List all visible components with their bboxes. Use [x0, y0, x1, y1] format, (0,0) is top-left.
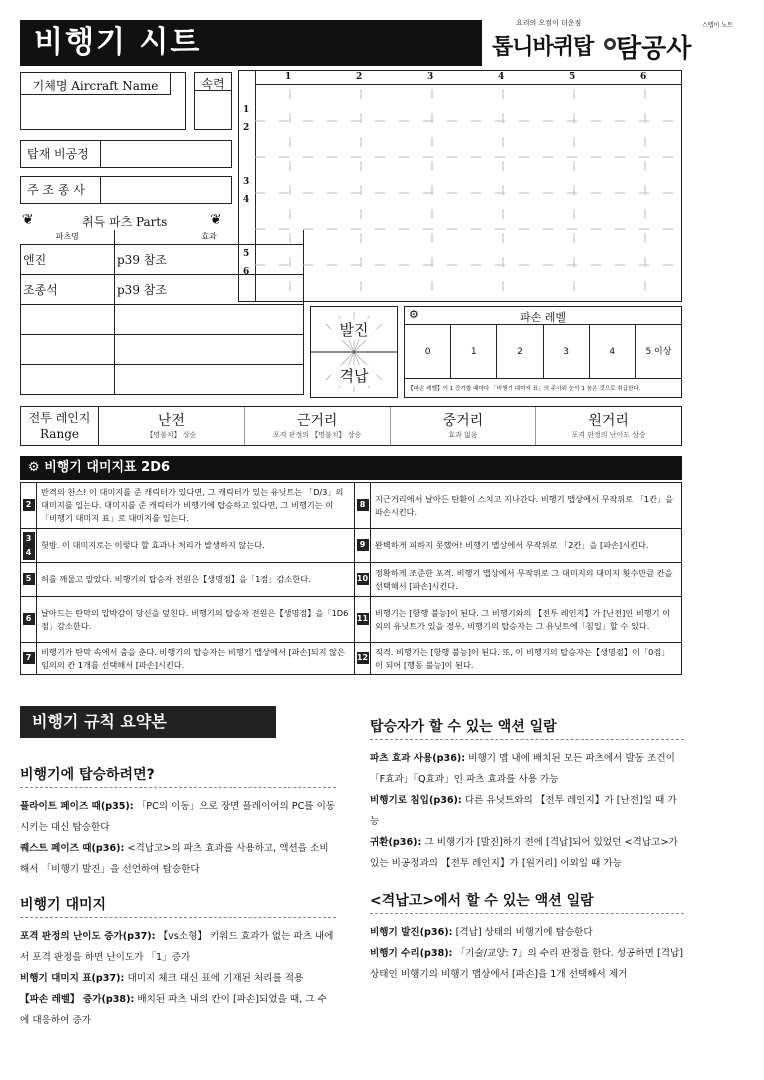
range-desc: 【명불치】 상승	[146, 431, 197, 439]
damage-result: 직격. 비행기는 [항행 불능]이 된다. 또, 이 비행기의 탑승자는【생명점】이「0점」이 되어 [행동 불능]이 된다.	[371, 643, 682, 675]
range-name: 원거리	[588, 413, 629, 429]
rule-text: 그 비행기가 [발진]하기 전에 [격납]되어 있었던 <격납고>가 있는 비공정과의 【전투 레인지】가 [원거리] 이외일 때 가능	[370, 837, 678, 869]
speed-field[interactable]	[194, 72, 232, 130]
damage-level-box	[404, 306, 682, 398]
boarded-airship-label: 탑재 비공정	[21, 141, 101, 167]
rule-text: 「기술/교양: 7」의 수리 판정을 한다. 성공하면 [격납] 상태인 비행기의 비행기 맵상에서 [파손]을 1개 선택해서 제거	[370, 948, 683, 980]
roll-number: 5	[23, 573, 35, 585]
roll-number: 8	[357, 499, 369, 511]
ornament-left-icon: ❦	[22, 212, 34, 228]
damage-result: 정확하게 조준한 포격. 비행기 맵상에서 무작위로 그 대미지의 대미지 횟수만큼 칸을 선택해서 [파손]시킨다.	[371, 563, 682, 597]
table-row[interactable]	[21, 304, 304, 334]
rule-text: 「PC의 이동」으로 장면 플레이어의 PC를 이동시키는 대신 탑승한다	[20, 801, 336, 833]
range-short[interactable]	[245, 407, 391, 445]
damage-result: 완벽하게 피하지 못했어! 비행기 맵상에서 무작위로 「2칸」을 [파손]시킨다.	[371, 529, 682, 563]
range-name: 난전	[157, 413, 185, 429]
rule-label: 퀘스트 페이즈 때(p36):	[20, 843, 125, 854]
map-row-3: 3	[243, 177, 250, 187]
rules-left-column	[20, 764, 336, 1031]
ornament-right-icon: ❦	[210, 212, 222, 228]
range-name: 근거리	[296, 413, 338, 429]
map-row-2: 2	[243, 123, 250, 133]
hangar-actions-heading: <격납고>에서 할 수 있는 액션 일람	[370, 890, 684, 914]
range-desc: 효과 없음	[448, 431, 478, 439]
crew-action-1	[370, 748, 684, 790]
damage-level-0[interactable]: 0	[405, 325, 451, 378]
part-effect[interactable]	[115, 304, 304, 334]
table-row[interactable]	[21, 364, 304, 394]
logo	[488, 16, 744, 68]
roll-number: 10	[356, 574, 369, 583]
hangar-action-2	[370, 943, 684, 985]
launch-label[interactable]: 발진	[331, 319, 377, 340]
damage-level-4[interactable]: 4	[590, 325, 636, 378]
damage-result: 비행기는 [항행 불능]이 된다. 그 비행기와의 【전투 레인지】가 [난전]인 비행기 이외의 유닛트가 있을 경우, 비행기의 탑승자는 그 유닛트에「침입」할 수 있다.	[371, 597, 682, 643]
damage-level-5-plus[interactable]: 5 이상	[645, 347, 672, 357]
parts-title: 취득 파츠 Parts	[82, 215, 168, 229]
map-row-1: 1	[243, 105, 250, 115]
gear-icon: ⚙	[28, 460, 40, 475]
damage-heading: 비행기 대미지	[20, 894, 336, 918]
damage-level-title: 파손 레벨	[519, 311, 566, 324]
roll-number: 2	[23, 499, 35, 511]
range-desc: 포격 판정의 난이도 상승	[571, 431, 646, 439]
range-desc: 포격 판정의 【명불치】 상승	[272, 431, 362, 439]
range-header	[21, 407, 99, 445]
boarding-item-2	[20, 838, 336, 880]
map-column-header	[255, 71, 681, 85]
parts-col-name: 파츠명	[21, 230, 115, 244]
rule-label: 비행기 대미지 표(p37):	[20, 973, 125, 984]
gear-wing-icon: ⚙	[409, 308, 419, 321]
logo-brand: 탐공사	[616, 34, 692, 64]
parts-header	[20, 210, 232, 230]
part-effect[interactable]	[115, 334, 304, 364]
damage-item-1	[20, 926, 336, 968]
part-effect[interactable]	[115, 364, 304, 394]
roll-number: 12	[356, 653, 369, 662]
launch-status-box[interactable]	[310, 306, 398, 398]
part-name: 조종석	[21, 274, 115, 304]
table-row	[21, 529, 682, 563]
damage-level-3[interactable]: 3	[544, 325, 590, 378]
main-pilot-field[interactable]	[20, 176, 232, 204]
crew-actions-heading: 탑승자가 할 수 있는 액션 일람	[370, 716, 684, 740]
damage-level-1[interactable]: 1	[451, 325, 497, 378]
damage-result: 반격의 찬스! 이 대미지를 준 캐릭터가 있다면, 그 캐릭터가 있는 유닛트는 「D/3」의 대미지를 입는다. 대미지를 준 캐릭터가 비행기에 탑승하고 있다면, 그 비행기는 이 「비행기 대미지 표」로 대미지를 입는다.	[37, 483, 355, 529]
rule-label: 비행기 발진(p36):	[370, 927, 453, 938]
map-col-5: 5	[569, 72, 576, 82]
rules-summary-banner: 비행기 규칙 요약본	[20, 706, 276, 738]
hangar-action-1	[370, 922, 684, 943]
damage-table-header	[20, 456, 682, 480]
damage-result: 헛방. 이 대미지로는 이렇다 할 효과나 처리가 발생하지 않는다.	[37, 529, 355, 563]
table-row	[21, 643, 682, 675]
roll-number: 3 4	[23, 532, 35, 560]
part-effect: p39 참조	[115, 274, 304, 304]
part-name[interactable]	[21, 304, 115, 334]
damage-table-title: 비행기 대미지표 2D6	[44, 460, 171, 475]
damage-result: 허를 깨물고 말았다. 비행기의 탑승자 전원은【생명점】을「1점」감소한다.	[37, 563, 355, 597]
part-name[interactable]	[21, 364, 115, 394]
logo-title: 톱니바퀴탑	[492, 34, 594, 60]
logo-small-text: 요리의 오컴이 더운짐	[516, 19, 582, 27]
rule-label: 비행기 수리(p38):	[370, 948, 453, 959]
damage-level-note: 【파손 레벨】이 1 증가할 때마다 「비행기 대미지 표」의 주사위 눈이 1 높은 것으로 취급한다.	[408, 386, 641, 392]
map-row-5: 5	[243, 249, 250, 259]
crew-action-3	[370, 832, 684, 874]
range-header-ko: 전투 레인지	[28, 411, 91, 425]
rule-text: 다른 유닛트와의 【전투 레인지】가 [난전]일 때 가능	[370, 795, 677, 827]
rule-label: 비행기로 침입(p36):	[370, 795, 462, 806]
aircraft-name-label: 기체명 Aircraft Name	[21, 73, 171, 95]
rule-label: 파츠 효과 사용(p36):	[370, 753, 466, 764]
table-row	[21, 597, 682, 643]
rules-right-column	[370, 716, 684, 985]
aircraft-name-field[interactable]	[20, 72, 186, 130]
rule-text: <격납고>의 파츠 효과를 사용하고, 액션을 소비해서 「비행기 발진」을 선언하여 탑승한다	[20, 843, 329, 875]
damage-item-2	[20, 968, 336, 989]
rule-text: [격납] 상태의 비행기에 탑승한다	[455, 927, 593, 938]
roll-number: 11	[356, 614, 369, 623]
part-name: 엔진	[21, 244, 115, 274]
map-col-4: 4	[498, 72, 505, 82]
hangar-label[interactable]: 격납	[331, 365, 377, 386]
map-col-2: 2	[356, 72, 363, 82]
boarding-heading: 비행기에 탑승하려면?	[20, 764, 336, 788]
part-name[interactable]	[21, 334, 115, 364]
logo-brand-small: 스텝이 노트	[702, 22, 733, 29]
range-mid[interactable]	[391, 407, 537, 445]
aircraft-map-grid[interactable]	[238, 70, 682, 302]
rule-text: 【vs소형】 키워드 효과가 없는 파츠 내에서 포격 판정을 하면 난이도가 「1」증가	[20, 931, 334, 963]
rule-label: 포격 판정의 난이도 증가(p37):	[20, 931, 156, 942]
map-col-3: 3	[427, 72, 434, 82]
rule-text: 배치된 파츠 내의 칸이 [파손]되었을 때, 그 수에 대응하여 증가	[20, 994, 327, 1026]
range-melee[interactable]	[99, 407, 245, 445]
range-name: 중거리	[442, 413, 484, 429]
rule-label: 플라이트 페이즈 때(p35):	[20, 801, 134, 812]
damage-item-3	[20, 989, 336, 1031]
map-col-6: 6	[640, 72, 647, 82]
parts-col-effect: 효과	[115, 230, 304, 244]
range-long[interactable]	[536, 407, 681, 445]
table-row	[21, 563, 682, 597]
map-row-4: 4	[243, 195, 250, 205]
damage-table	[20, 482, 682, 675]
part-effect: p39 참조	[115, 244, 304, 274]
rule-text: 비행기 맵 내에 배치된 모든 파츠에서 발동 조건이 「F효과」「Q효과」인 파츠 효과를 사용 가능	[370, 753, 675, 785]
damage-result: 비행기가 탄막 속에서 춤을 춘다. 비행기의 탑승자는 비행기 맵상에서 [파손]되지 않은 임의의 칸 1개를 선택해서 [파손]시킨다.	[37, 643, 355, 675]
combat-range-row	[20, 406, 682, 446]
speed-label: 속력	[195, 73, 231, 91]
gear-icon	[604, 38, 616, 50]
boarding-item-1	[20, 796, 336, 838]
boarded-airship-field[interactable]	[20, 140, 232, 168]
table-row[interactable]	[21, 334, 304, 364]
roll-number: 6	[23, 613, 35, 625]
map-row-6: 6	[243, 267, 250, 277]
damage-result: 날아드는 탄막의 압박감이 당신을 덮친다. 비행기의 탑승자 전원은【생명점】을「1D6점」감소한다.	[37, 597, 355, 643]
rule-label: 귀환(p36):	[370, 837, 422, 848]
table-row	[21, 483, 682, 529]
map-col-1: 1	[285, 72, 292, 82]
rule-label: 【파손 레벨】 증가(p38):	[20, 994, 135, 1005]
range-header-en: Range	[40, 427, 79, 441]
damage-level-2[interactable]: 2	[497, 325, 543, 378]
rule-text: 대미지 체크 대신 표에 기재된 처리를 적용	[127, 973, 304, 984]
map-gridlines	[255, 85, 681, 301]
roll-number: 9	[357, 539, 369, 551]
page-title: 비행기 시트	[20, 20, 482, 66]
main-pilot-label: 주 조 종 사	[21, 177, 101, 203]
roll-number: 7	[23, 652, 35, 664]
crew-action-2	[370, 790, 684, 832]
damage-result: 지근거리에서 날아든 탄환이 스치고 지나간다. 비행기 맵상에서 무작위로 「1칸」을 파손시킨다.	[371, 483, 682, 529]
